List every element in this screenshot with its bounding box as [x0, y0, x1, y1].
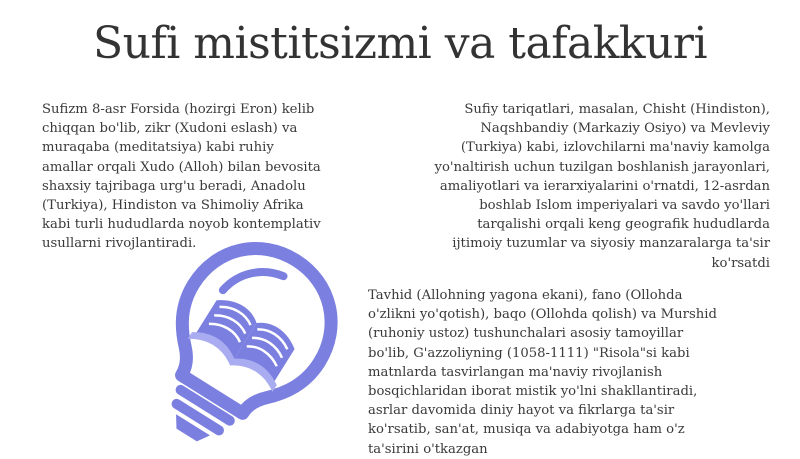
paragraph-origins: Sufizm 8-asr Forsida (hozirgi Eron) kelib chiqqan bo'lib, zikr (Xudoni eslash) va muraqaba (meditatsiya) kabi ruhiy amallar orqali Xudo (Alloh) bilan bevosita shaxsiy tajribaga urg'u beradi, Anadolu (Turkiya), Hindiston va Shimoliy Afrika kabi turli hududlarda noyob kontemplativ usullarni rivojlantiradi.	[42, 102, 321, 252]
lightbulb-with-book-icon	[146, 240, 346, 450]
paragraph-concepts: Tavhid (Allohning yagona ekani), fano (Ollohda o'zlikni yo'qotish), baqo (Ollohda qolish) va Murshid (ruhoniy ustoz) tushunchalari asosiy tamoyillar bo'lib, G'azzoliyning (1058-1111) "Risola"si kabi matnlarda tasvirlangan ma'naviy rivojlanish bosqichlaridan iborat mistik yo'lni shakllantiradi, asrlar davomida diniy hayot va fikrlarga ta'sir ko'rsatib, san'at, musiqa va adabiyotga ham o'z ta'sirini o'tkazgan	[368, 288, 717, 457]
paragraph-orders: Sufiy tariqatlari, masalan, Chisht (Hindiston), Naqshbandiy (Markaziy Osiyo) va Mevleviy (Turkiya) kabi, izlovchilarni ma'naviy kamolga yo'naltirish uchun tuzilgan boshlanish jarayonlari, amaliyotlari va ierarxiyalarini o'rnatdi, 12-asrdan boshlab Islom imperiyalari va savdo yo'llari tarqalishi orqali keng geografik hududlarda ijtimoiy tuzumlar va siyosiy manzaralarga ta'sir ko'rsatdi	[434, 102, 770, 271]
page-title: Sufi mistitsizmi va tafakkuri	[92, 18, 708, 69]
